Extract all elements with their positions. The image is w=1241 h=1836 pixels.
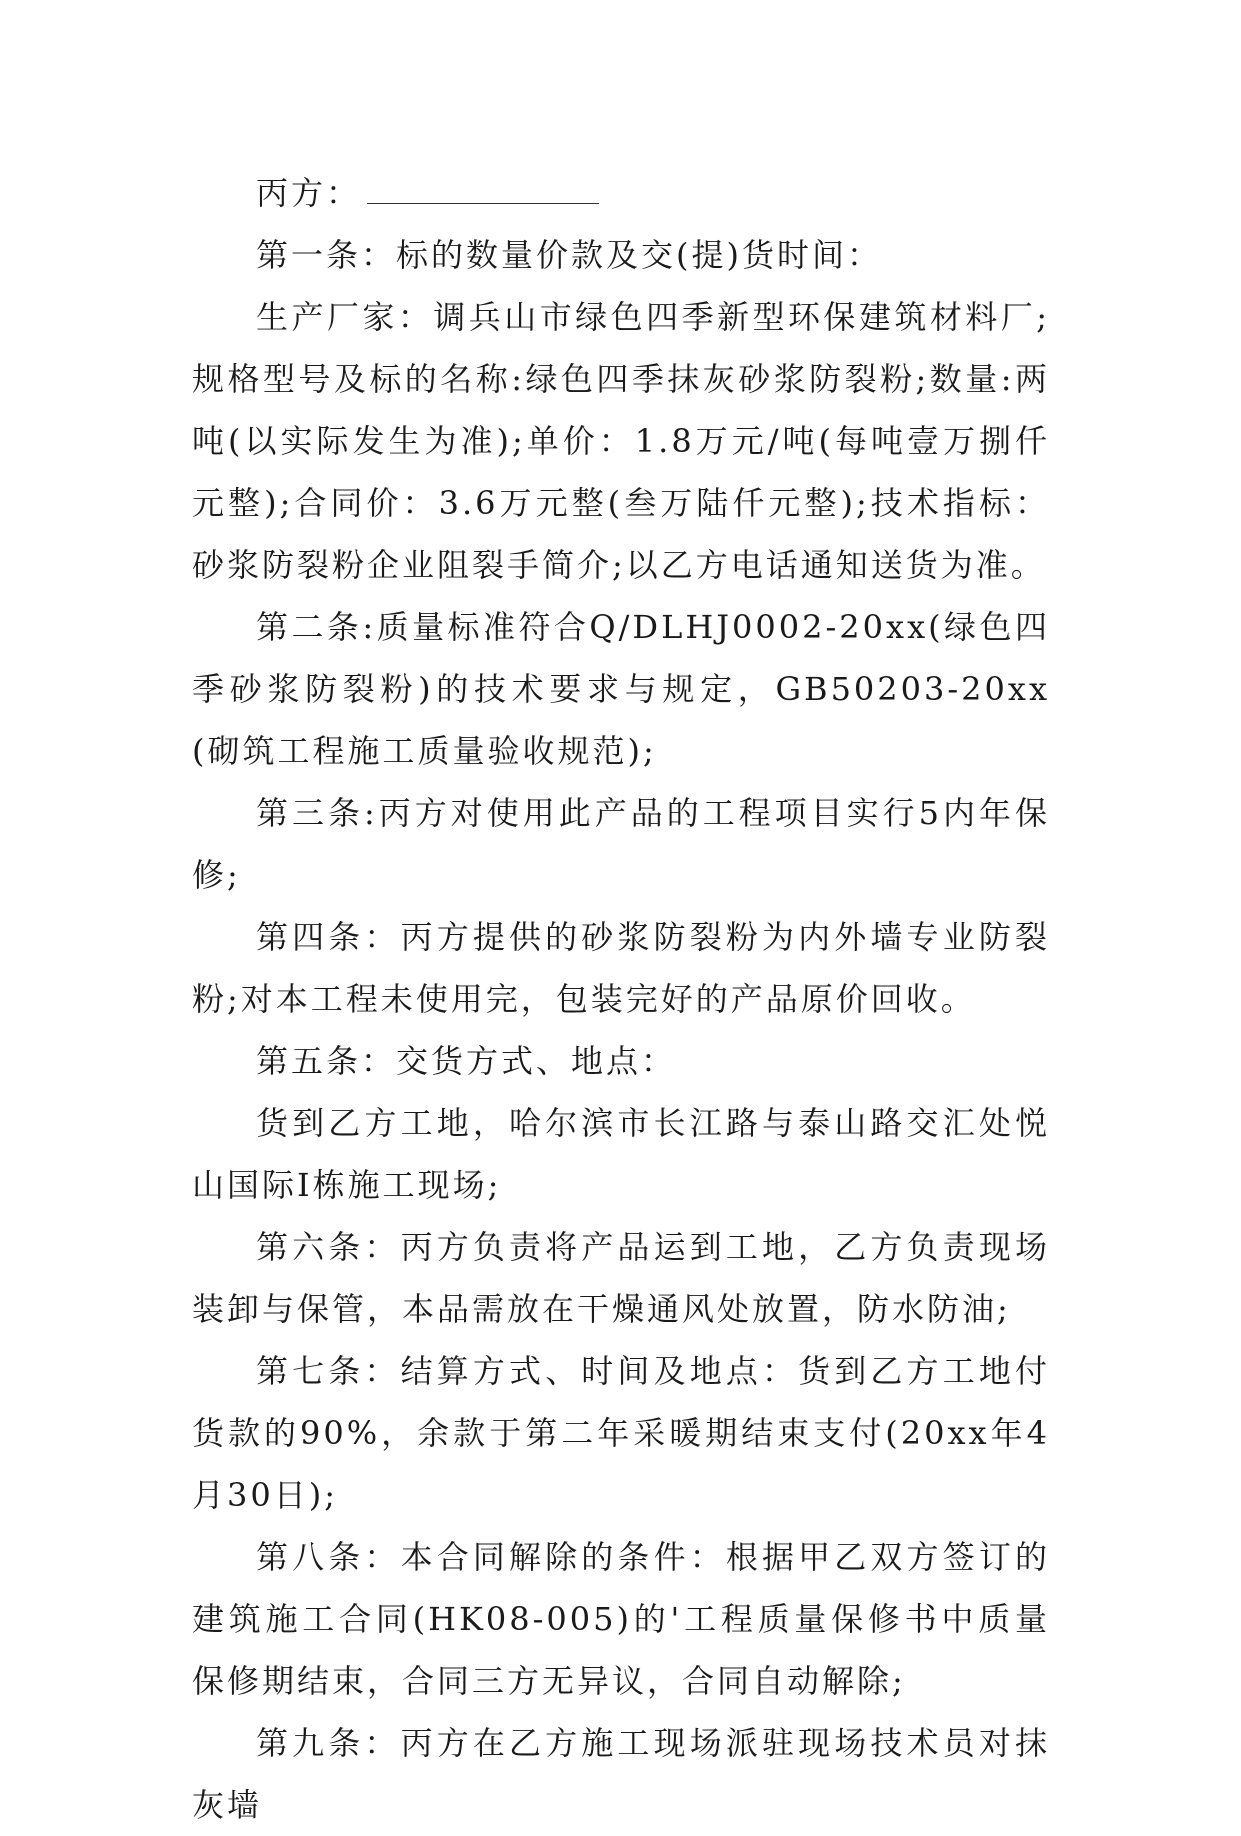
clause-5-body: 货到乙方工地，哈尔滨市长江路与泰山路交汇处悦山国际I栋施工现场;: [192, 1104, 1050, 1204]
clause-9: 第九条：丙方在乙方施工现场派驻现场技术员对抹灰墙: [192, 1724, 1050, 1824]
party-c-label: 丙方：: [256, 174, 362, 212]
clause-3: 第三条:丙方对使用此产品的工程项目实行5内年保修;: [192, 794, 1050, 894]
clause-4: 第四条：丙方提供的砂浆防裂粉为内外墙专业防裂粉;对本工程未使用完，包装完好的产品原价回收。: [192, 918, 1050, 1018]
document-page: [192, 162, 1050, 1836]
clause-1-body: 生产厂家：调兵山市绿色四季新型环保建筑材料厂;规格型号及标的名称:绿色四季抹灰砂浆防裂粉;数量:两吨(以实际发生为准);单价：1.8万元/吨(每吨壹万捌仟元整);合同价：3.6万元整(叁万陆仟元整);技术指标：砂浆防裂粉企业阻裂手简介;以乙方电话通知送货为准。: [192, 298, 1050, 584]
clause-1-heading: 第一条：标的数量价款及交(提)货时间：: [256, 236, 882, 274]
party-c-line: [192, 162, 1050, 224]
clause-2: 第二条:质量标准符合Q/DLHJ0002-20xx(绿色四季砂浆防裂粉)的技术要求与规定，GB50203-20xx(砌筑工程施工质量验收规范);: [192, 608, 1050, 770]
clause-7: 第七条：结算方式、时间及地点：货到乙方工地付货款的90%，余款于第二年采暖期结束支付(20xx年4月30日);: [192, 1352, 1050, 1514]
clause-6: 第六条：丙方负责将产品运到工地，乙方负责现场装卸与保管，本品需放在干燥通风处放置，防水防油;: [192, 1228, 1050, 1328]
clause-5-heading: 第五条：交货方式、地点：: [256, 1042, 677, 1080]
clause-8: 第八条：本合同解除的条件：根据甲乙双方签订的建筑施工合同(HK08-005)的'工程质量保修书中质量保修期结束，合同三方无异议，合同自动解除;: [192, 1538, 1050, 1700]
party-c-blank: [367, 173, 599, 204]
